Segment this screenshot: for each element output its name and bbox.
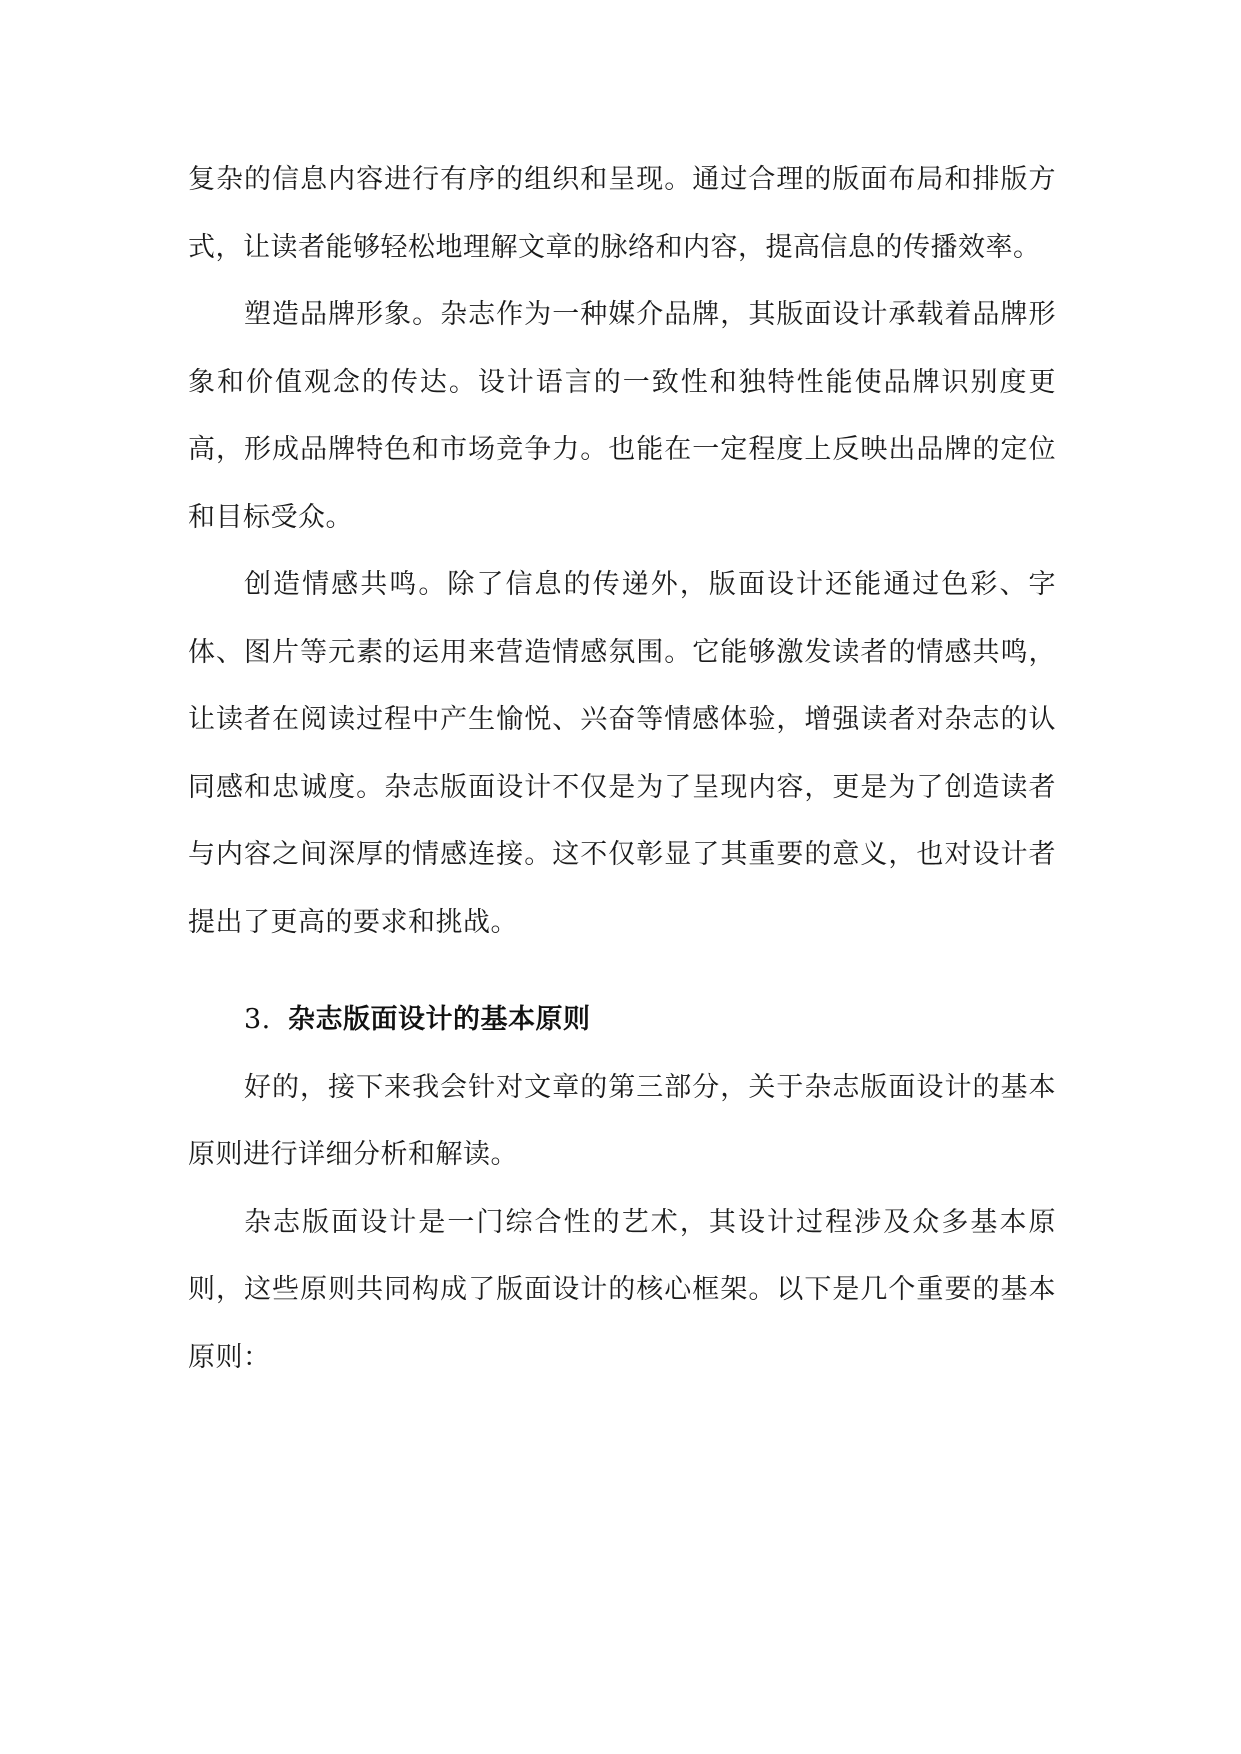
document-body — [188, 146, 1056, 1391]
paragraph-continued: 复杂的信息内容进行有序的组织和呈现。通过合理的版面布局和排版方式，让读者能够轻松地理解文章的脉络和内容，提高信息的传播效率。 — [188, 164, 1056, 263]
paragraph-principles: 杂志版面设计是一门综合性的艺术，其设计过程涉及众多基本原则，这些原则共同构成了版面设计的核心框架。以下是几个重要的基本原则： — [188, 1206, 1056, 1373]
paragraph-brand-image: 塑造品牌形象。杂志作为一种媒介品牌，其版面设计承载着品牌形象和价值观念的传达。设计语言的一致性和独特性能使品牌识别度更高，形成品牌特色和市场竞争力。也能在一定程度上反映出品牌的定位和目标受众。 — [188, 299, 1056, 533]
section-title: 杂志版面设计的基本原则 — [288, 1004, 591, 1035]
paragraph-intro: 好的，接下来我会针对文章的第三部分，关于杂志版面设计的基本原则进行详细分析和解读。 — [188, 1071, 1056, 1170]
section-number: 3. — [244, 1004, 271, 1035]
section-heading — [188, 986, 1056, 1054]
paragraph-emotional-resonance: 创造情感共鸣。除了信息的传递外，版面设计还能通过色彩、字体、图片等元素的运用来营造情感氛围。它能够激发读者的情感共鸣，让读者在阅读过程中产生愉悦、兴奋等情感体验，增强读者对杂志的认同感和忠诚度。杂志版面设计不仅是为了呈现内容，更是为了创造读者与内容之间深厚的情感连接。这不仅彰显了其重要的意义，也对设计者提出了更高的要求和挑战。 — [188, 569, 1056, 938]
